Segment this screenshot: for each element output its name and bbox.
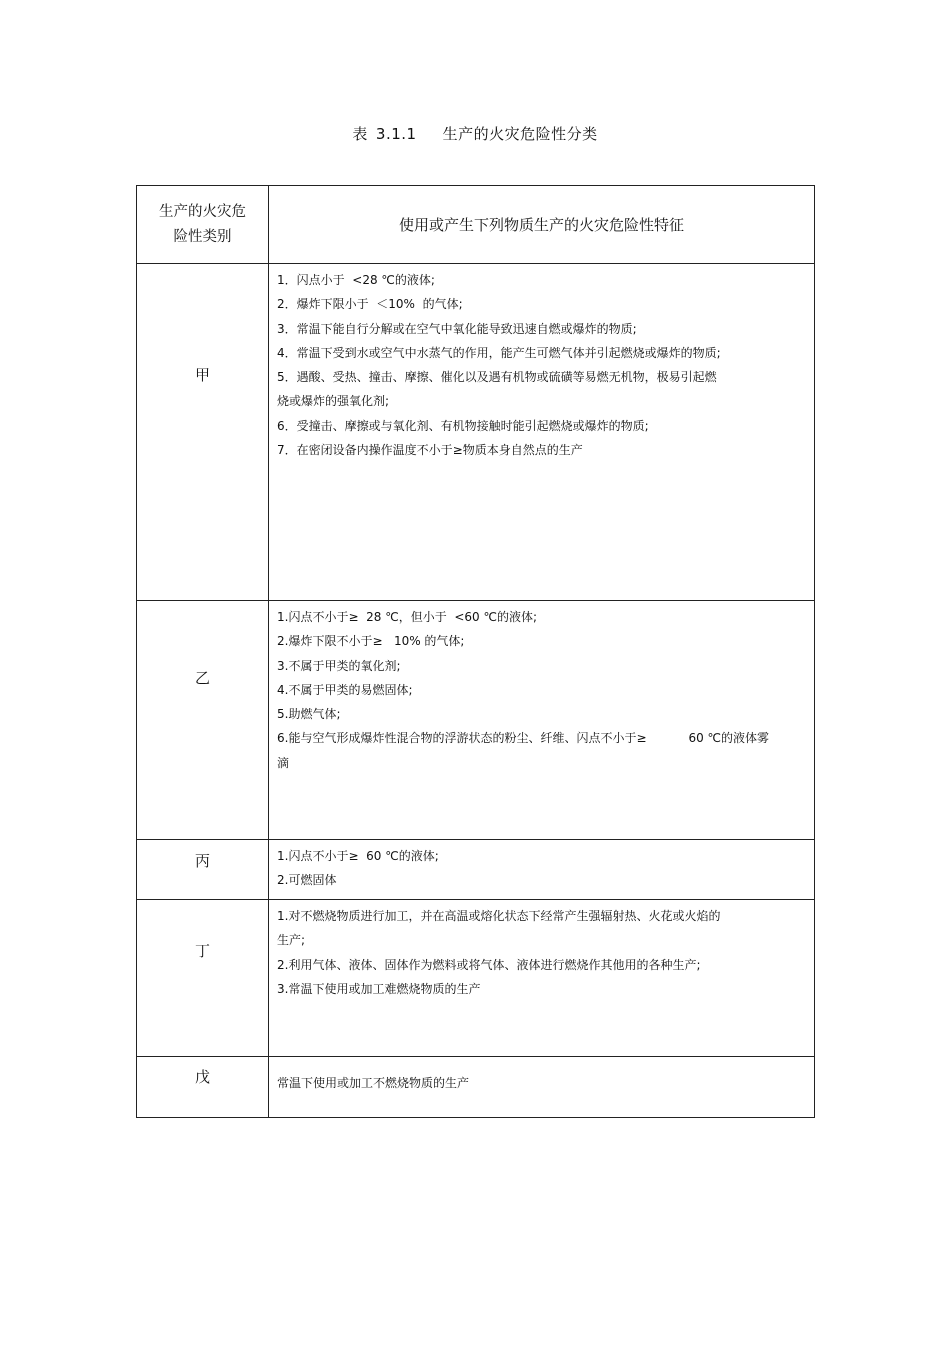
list-item: 常温下使用或加工不燃烧物质的生产 — [277, 1076, 470, 1090]
feature-cell — [269, 840, 815, 900]
table-row — [137, 264, 815, 601]
list-item: 4.不属于甲类的易燃固体; — [277, 682, 413, 697]
list-item: 2．爆炸下限小于 ＜10% 的气体; — [277, 297, 463, 312]
feature-cell — [269, 264, 815, 601]
list-item: 烧或爆炸的强氧化剂; — [277, 394, 390, 409]
feature-cell — [269, 1057, 815, 1118]
header-category-line1: 生产的火灾危 — [159, 203, 246, 220]
list-item: 7．在密闭设备内操作温度不小于≥物质本身自然点的生产 — [277, 443, 583, 458]
header-category-line2: 险性类别 — [173, 228, 232, 245]
table-row — [137, 601, 815, 840]
list-item: 5.助燃气体; — [277, 707, 341, 722]
list-item: 滴 — [277, 755, 290, 770]
list-item: 2.可燃固体 — [277, 873, 337, 888]
table-row — [137, 900, 815, 1057]
list-item: 5．遇酸、受热、撞击、摩擦、催化以及遇有机物或硫磺等易燃无机物，极易引起燃 — [277, 370, 717, 385]
category-cell: 乙 — [137, 601, 269, 840]
table-caption — [0, 123, 950, 144]
list-item: 3．常温下能自行分解或在空气中氧化能导致迅速自燃或爆炸的物质; — [277, 321, 637, 336]
list-item: 3.常温下使用或加工难燃烧物质的生产 — [277, 981, 481, 996]
fire-hazard-classification-table — [136, 185, 815, 1118]
list-item: 1.闪点不小于≥ 60 ℃的液体; — [277, 849, 439, 863]
table-header-row — [137, 186, 815, 264]
list-item: 6.能与空气形成爆炸性混合物的浮游状态的粉尘、纤维、闪点不小于≥ 60 ℃的液体雾 — [277, 731, 770, 746]
list-item: 2.利用气体、液体、固体作为燃料或将气体、液体进行燃烧作其他用的各种生产; — [277, 957, 701, 972]
table-row — [137, 840, 815, 900]
caption-title: 生产的火灾危险性分类 — [442, 125, 598, 143]
list-item: 2.爆炸下限不小于≥ 10% 的气体; — [277, 634, 465, 649]
category-cell: 丁 — [137, 900, 269, 1057]
list-item: 生产; — [277, 933, 306, 948]
list-item: 4．常温下受到水或空气中水蒸气的作用，能产生可燃气体并引起燃烧或爆炸的物质; — [277, 345, 721, 360]
list-item: 6．受撞击、摩擦或与氧化剂、有机物接触时能引起燃烧或爆炸的物质; — [277, 418, 649, 433]
list-item: 3.不属于甲类的氧化剂; — [277, 658, 401, 673]
list-item: 1.闪点不小于≥ 28 ℃，但小于 <60 ℃的液体; — [277, 610, 537, 624]
list-item: 1.对不燃烧物质进行加工，并在高温或熔化状态下经常产生强辐射热、火花或火焰的 — [277, 909, 721, 923]
feature-cell — [269, 601, 815, 840]
feature-cell — [269, 900, 815, 1057]
category-cell: 戊 — [137, 1057, 269, 1118]
header-category-cell — [137, 186, 269, 264]
table-row — [137, 1057, 815, 1118]
header-feature-cell: 使用或产生下列物质生产的火灾危险性特征 — [269, 186, 815, 264]
caption-prefix: 表 — [352, 125, 368, 143]
caption-number: 3.1.1 — [375, 125, 417, 143]
list-item: 1．闪点小于 <28 ℃的液体; — [277, 273, 435, 287]
category-cell: 甲 — [137, 264, 269, 601]
category-cell: 丙 — [137, 840, 269, 900]
